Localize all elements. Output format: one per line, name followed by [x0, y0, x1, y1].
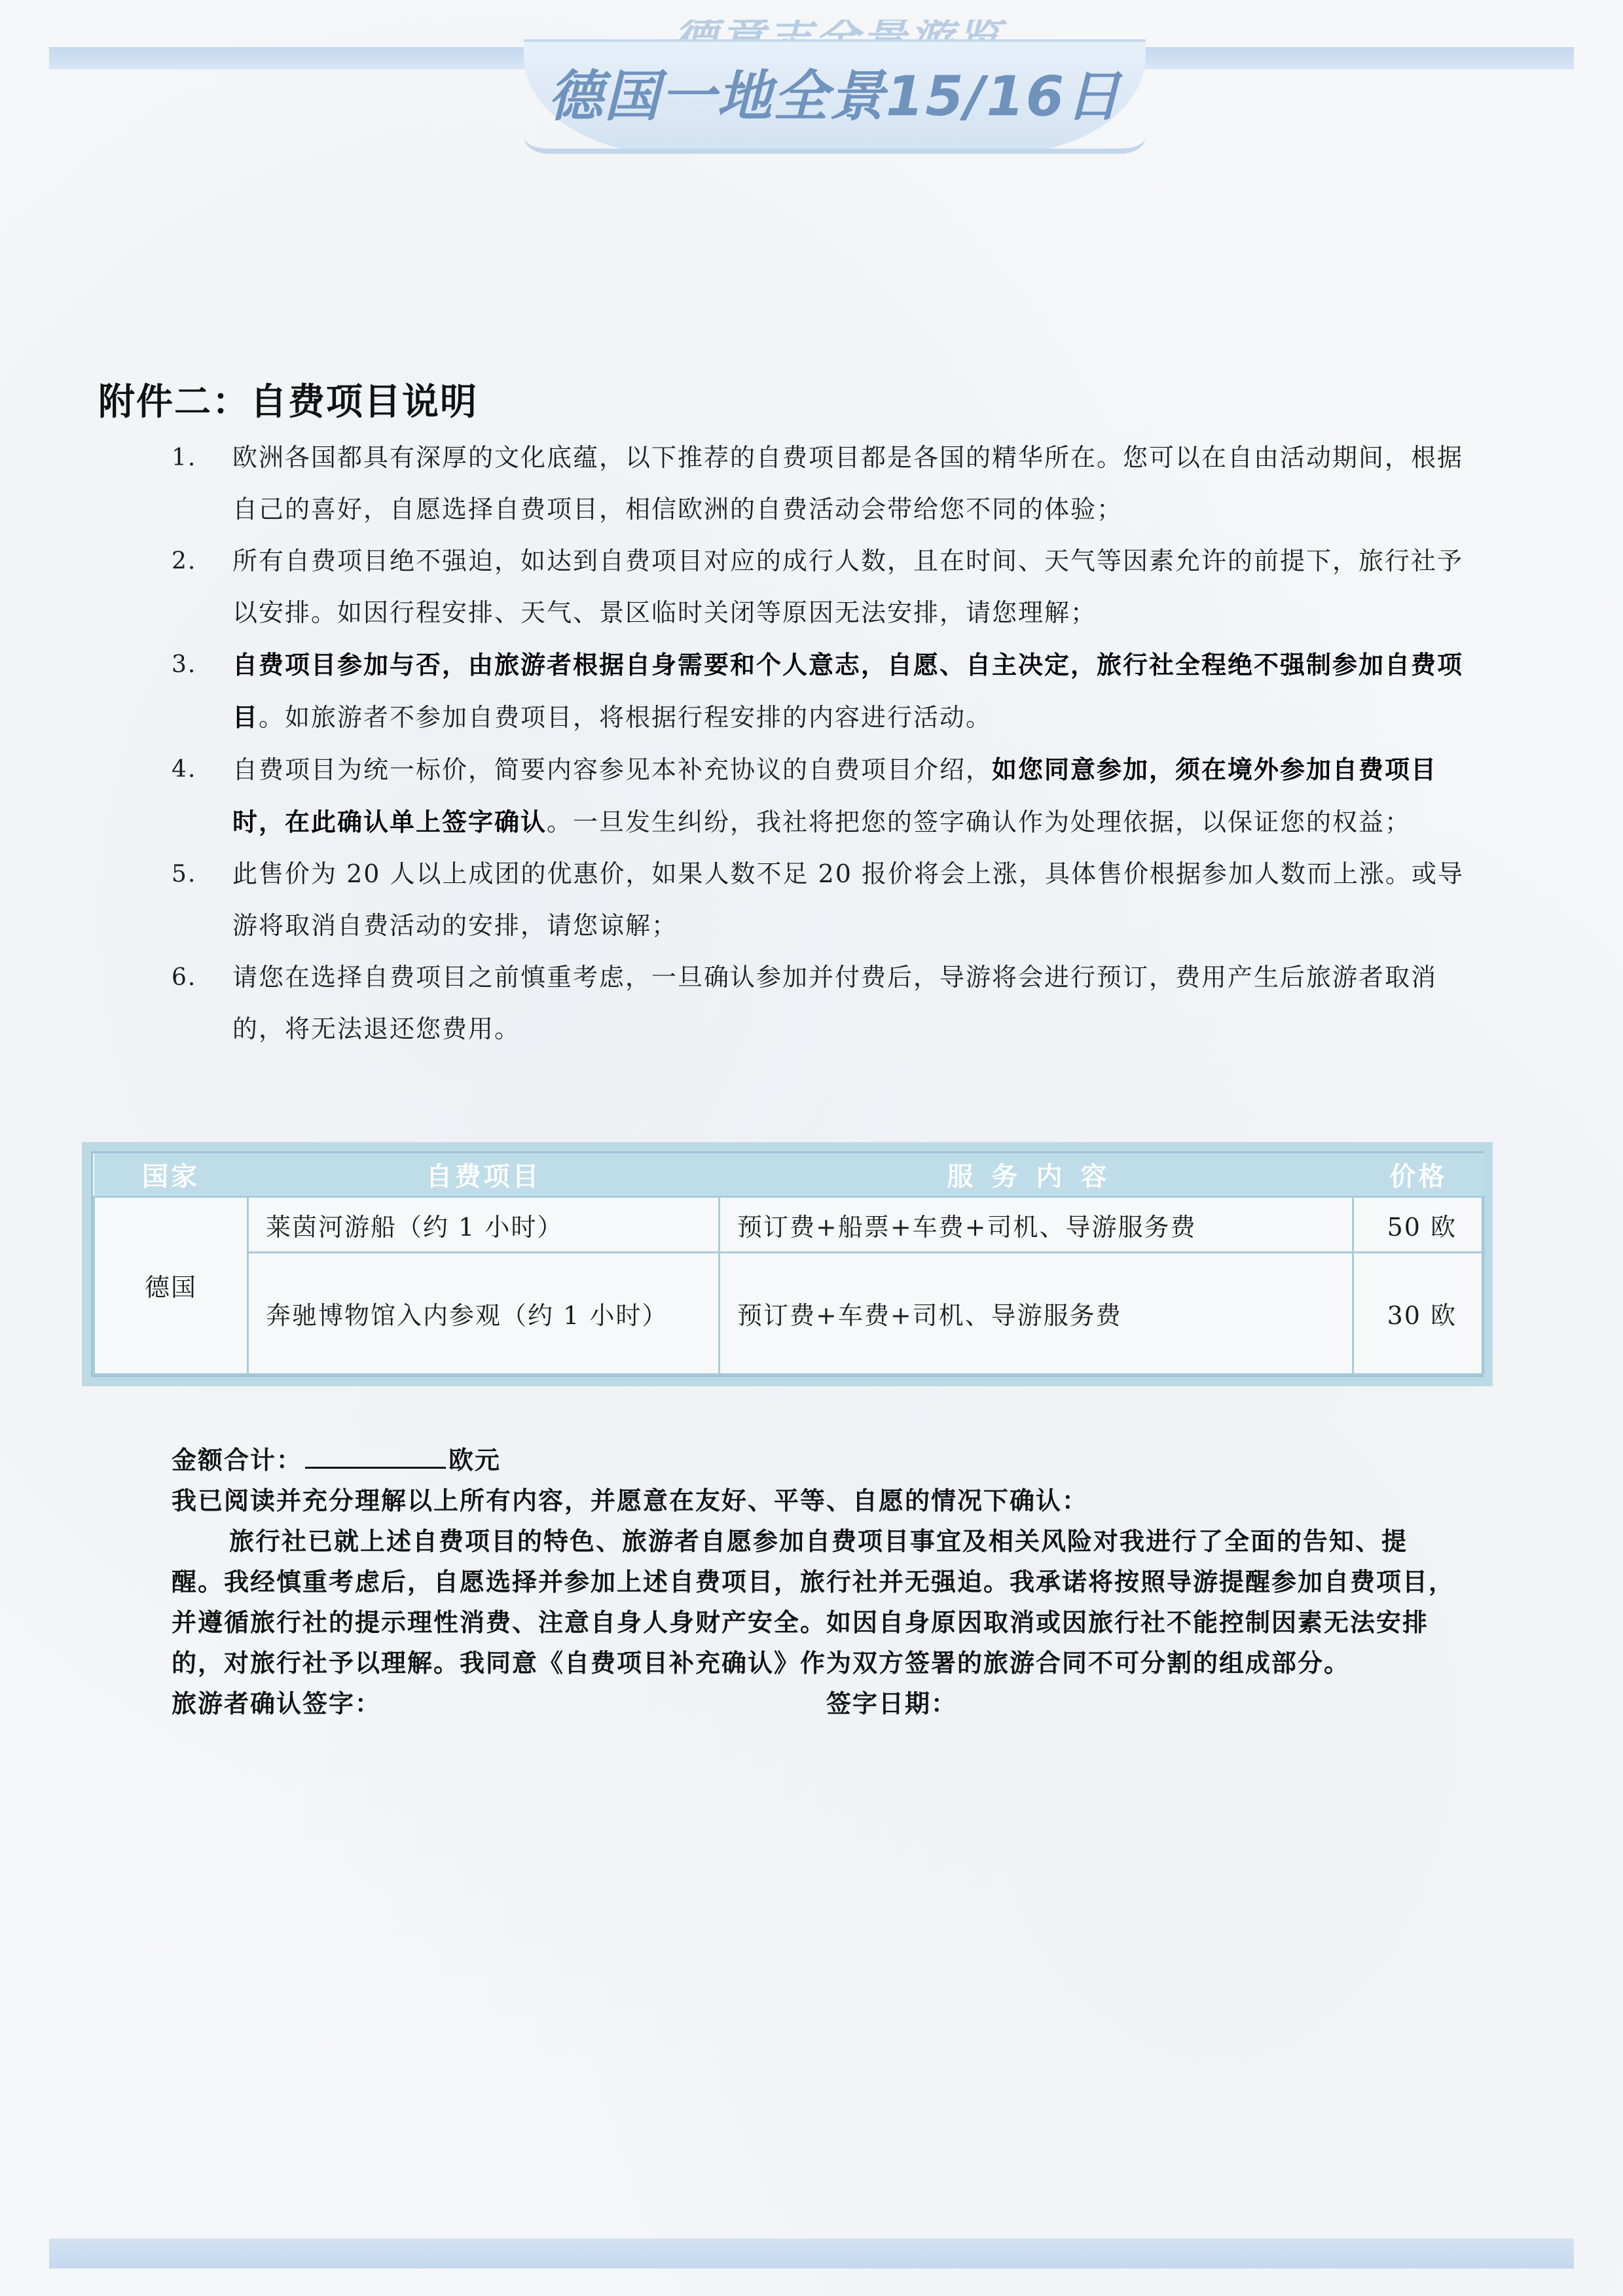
list-number: 6.	[172, 964, 197, 991]
page-title: 德国一地全景15/16日	[547, 64, 1122, 128]
note-bold-text: 如您同意参加，须在境外参加自费项目时，在此确认单上签字确认	[232, 755, 1438, 836]
table-header-row	[94, 1153, 1484, 1196]
total-unit: 欧元	[448, 1445, 501, 1475]
note-text: 自费项目为统一标价，简要内容参见本补充协议的自费项目介绍，	[232, 755, 993, 784]
confirm-statement: 我已阅读并充分理解以上所有内容，并愿意在友好、平等、自愿的情况下确认：	[172, 1486, 1089, 1515]
header-service: 服务内容	[720, 1153, 1353, 1196]
list-item	[170, 848, 1480, 952]
note-bold-text: 自费项目参加与否，由旅游者根据自身需要和个人意志，自愿、自主决定，旅行社全程绝不强制参加自费项目	[232, 650, 1464, 732]
total-amount-blank[interactable]	[305, 1441, 446, 1469]
header-country: 国家	[94, 1153, 248, 1196]
cell-service: 预订费+船票+车费+司机、导游服务费	[720, 1196, 1353, 1253]
cell-country: 德国	[94, 1196, 248, 1374]
note-text: 此售价为 20 人以上成团的优惠价，如果人数不足 20 报价将会上涨，具体售价根据参加人数而上涨。或导游将取消自费活动的安排，请您谅解；	[232, 859, 1465, 940]
list-item	[170, 952, 1480, 1055]
confirmation-block	[172, 1440, 1455, 1724]
cell-price: 50 欧	[1353, 1196, 1484, 1253]
note-text: 。一旦发生纠纷，我社将把您的签字确认作为处理依据，以保证您的权益；	[547, 808, 1412, 836]
signature-label: 旅游者确认签字：	[172, 1689, 382, 1718]
cell-item: 莱茵河游船（约 1 小时）	[248, 1196, 720, 1253]
list-item	[170, 535, 1480, 639]
pricing-table-frame	[82, 1142, 1493, 1386]
note-text: 所有自费项目绝不强迫，如达到自费项目对应的成行人数，且在时间、天气等因素允许的前提下，旅行社予以安排。如因行程安排、天气、景区临时关闭等原因无法安排，请您理解；	[232, 547, 1464, 627]
header-price: 价格	[1353, 1153, 1484, 1196]
cell-service: 预订费+车费+司机、导游服务费	[720, 1253, 1353, 1374]
note-text: 。如旅游者不参加自费项目，将根据行程安排的内容进行活动。	[259, 703, 993, 732]
list-number: 3.	[172, 651, 197, 678]
cell-price: 30 欧	[1353, 1253, 1484, 1374]
total-label: 金额合计：	[172, 1445, 303, 1475]
footer-band	[49, 2238, 1574, 2269]
signature-row	[172, 1683, 1455, 1724]
note-text: 请您在选择自费项目之前慎重考虑，一旦确认参加并付费后，导游将会进行预订，费用产生后旅游者取消的，将无法退还您费用。	[232, 963, 1438, 1043]
list-item	[170, 639, 1480, 744]
list-item	[170, 432, 1480, 535]
total-line	[172, 1440, 1455, 1480]
note-text: 欧洲各国都具有深厚的文化底蕴，以下推荐的自费项目都是各国的精华所在。您可以在自由活动期间，根据自己的喜好，自愿选择自费项目，相信欧洲的自费活动会带给您不同的体验；	[232, 443, 1464, 524]
header-item: 自费项目	[248, 1153, 720, 1196]
table-row	[94, 1253, 1484, 1374]
pricing-table	[93, 1153, 1485, 1375]
list-number: 4.	[172, 756, 197, 783]
list-number: 2.	[172, 548, 197, 575]
confirm-paragraph: 旅行社已就上述自费项目的特色、旅游者自愿参加自费项目事宜及相关风险对我进行了全面的告知、提醒。我经慎重考虑后，自愿选择并参加上述自费项目，旅行社并无强迫。我承诺将按照导游提醒参加自费项目，并遵循旅行社的提示理性消费、注意自身人身财产安全。如因自身原因取消或因旅行社不能控制因素无法安排的，对旅行社予以理解。我同意《自费项目补充确认》作为双方签署的旅游合同不可分割的组成部分。	[172, 1526, 1455, 1677]
table-row	[94, 1196, 1484, 1253]
section-title: 附件二：自费项目说明	[98, 381, 478, 423]
pricing-table-inner	[91, 1151, 1484, 1377]
cell-item: 奔驰博物馆入内参观（约 1 小时）	[248, 1253, 720, 1374]
notes-list	[170, 432, 1480, 1055]
list-number: 1.	[172, 444, 197, 471]
date-label: 签字日期：	[826, 1689, 958, 1718]
list-item	[170, 744, 1480, 848]
list-number: 5.	[172, 861, 197, 888]
